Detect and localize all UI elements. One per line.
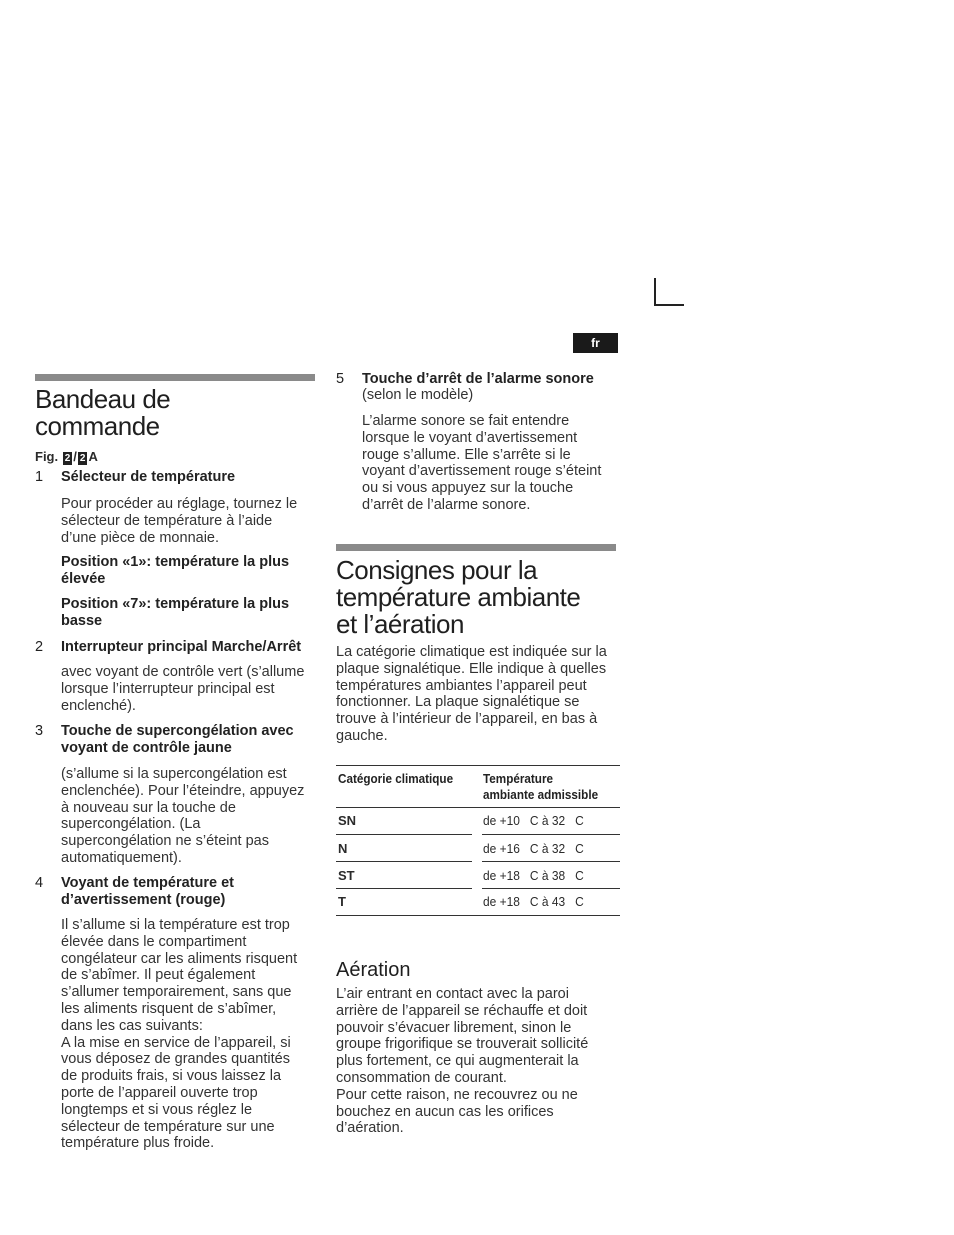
fig-suffix: A <box>88 449 98 464</box>
text-line: vous déposez de grandes quantités <box>61 1051 290 1068</box>
section-title-bandeau <box>35 386 170 440</box>
section-bar-right <box>336 544 616 551</box>
aeration-title: Aération <box>336 959 411 981</box>
text-line: Pour cette raison, ne recouvrez ou ne <box>336 1086 578 1103</box>
text-line: sélecteur de température sur une <box>61 1118 275 1135</box>
text-line: les aliments risquent de s’abîmer, <box>61 1000 277 1017</box>
item-number: 5 <box>336 371 345 387</box>
aeration-text <box>336 986 621 1137</box>
item-number: 3 <box>35 723 44 739</box>
text-line: arrière de l’appareil se réchauffe et doit <box>336 1002 588 1019</box>
text-line: consommation de courant. <box>336 1069 507 1086</box>
title-line-1: Consignes pour la <box>336 555 538 585</box>
text-line: Température <box>483 771 554 786</box>
text-line: Position «1»: température la plus <box>61 554 290 570</box>
table-header-category: Catégorie climatique <box>338 771 454 786</box>
text-line: gauche. <box>336 727 388 744</box>
item-1-description <box>61 496 321 546</box>
table-cell-range: de +18 C à 43 C <box>483 894 584 909</box>
fig-prefix: Fig. <box>35 449 59 464</box>
text-line: supercongélation ne s’éteint pas <box>61 833 269 850</box>
table-row-rule <box>482 834 620 835</box>
position-7-note <box>61 596 321 630</box>
item-label: Touche d’arrêt de l’alarme sonore <box>362 371 594 387</box>
item-label <box>61 723 294 757</box>
text-line: plaque signalétique. Elle indique à quelles <box>336 660 607 677</box>
text-line: dans les cas suivants: <box>61 1017 203 1034</box>
table-cell-category: T <box>338 894 346 909</box>
position-1-note <box>61 554 321 588</box>
text-line: longtemps et si vous réglez le <box>61 1101 253 1118</box>
text-line: La catégorie climatique est indiquée sur la <box>336 644 607 660</box>
list-item-3 <box>35 723 325 759</box>
text-line: plus fortement, ce qui augmenterait la <box>336 1053 579 1070</box>
table-cell-range: de +10 C à 32 C <box>483 813 584 828</box>
table-cell-category: ST <box>338 868 355 883</box>
table-rule-header <box>336 807 620 808</box>
text-line: ou si vous appuyez sur la touche <box>362 480 574 497</box>
text-line: lorsque le voyant d’avertissement <box>362 429 578 446</box>
text-line: sélecteur de température à l’aide <box>61 512 273 529</box>
item-5-subtitle: (selon le modèle) <box>362 387 474 403</box>
text-line: pouvoir s’évacuer librement, sinon le <box>336 1019 572 1036</box>
crop-mark-horizontal <box>654 304 684 306</box>
list-item-2 <box>35 639 325 657</box>
text-line: supercongélation. (La <box>61 816 201 833</box>
table-rule-top <box>336 765 620 766</box>
text-line: Il s’allume si la température est trop <box>61 917 290 933</box>
text-line: rouge s’allume. Elle s’arrête si le <box>362 446 571 463</box>
list-item-1 <box>35 469 325 487</box>
text-line: voyant de contrôle jaune <box>61 740 232 756</box>
text-line: Touche de supercongélation avec <box>61 723 294 739</box>
text-line: enclenché). <box>61 697 136 714</box>
fig-number-box-2: 2 <box>79 453 86 464</box>
table-row-rule <box>336 834 472 835</box>
text-line: porte de l’appareil ouverte trop <box>61 1084 258 1101</box>
text-line: bouchez en aucun cas les orifices <box>336 1103 554 1120</box>
fig-number-box-1: 2 <box>64 453 71 464</box>
text-line: L’alarme sonore se fait entendre <box>362 413 570 429</box>
text-line: Pour procéder au réglage, tournez le <box>61 496 298 512</box>
text-line: d’arrêt de l’alarme sonore. <box>362 496 531 513</box>
table-header-temperature <box>483 771 598 803</box>
section-title-consignes <box>336 557 580 638</box>
item-2-description <box>61 664 323 714</box>
fig-separator: / <box>73 449 77 464</box>
text-line: lorsque l’interrupteur principal est <box>61 680 275 697</box>
table-row-rule <box>336 888 472 889</box>
text-line: température plus froide. <box>61 1135 215 1152</box>
text-line: automatiquement). <box>61 849 182 866</box>
text-line: d’avertissement (rouge) <box>61 892 226 908</box>
item-label: Sélecteur de température <box>61 469 236 485</box>
text-line: A la mise en service de l’appareil, si <box>61 1034 291 1051</box>
text-line: d’une pièce de monnaie. <box>61 529 220 546</box>
table-cell-range: de +16 C à 32 C <box>483 841 584 856</box>
text-line: groupe frigorifique se trouverait sollicité <box>336 1036 589 1053</box>
table-cell-category: N <box>338 841 348 856</box>
text-line: s’allumer temporairement, sans que <box>61 984 292 1001</box>
table-row-rule <box>482 888 620 889</box>
title-line-2: température ambiante <box>336 582 581 612</box>
crop-mark-vertical <box>654 278 656 306</box>
item-3-description <box>61 766 323 867</box>
text-line: Voyant de température et <box>61 875 234 891</box>
table-cell-category: SN <box>338 813 357 828</box>
table-rule-bottom <box>336 915 620 916</box>
climate-table <box>336 765 620 917</box>
title-line-3: et l’aération <box>336 609 464 639</box>
text-line: voyant d’avertissement rouge s’éteint <box>362 463 602 480</box>
table-row-rule <box>336 861 472 862</box>
text-line: fonctionner. La plaque signalétique se <box>336 694 580 711</box>
text-line: trouve à l’intérieur de l’appareil, en bas à <box>336 711 598 728</box>
text-line: congélateur car les aliments risquent <box>61 950 298 967</box>
text-line: enclenchée). Pour l’éteindre, appuyez <box>61 782 305 799</box>
text-line: élevée dans le compartiment <box>61 933 247 950</box>
text-line: avec voyant de contrôle vert (s’allume <box>61 664 305 680</box>
text-line: basse <box>61 612 103 629</box>
list-item-4 <box>35 875 325 911</box>
item-5-description <box>362 413 624 514</box>
title-line-2: commande <box>35 411 160 441</box>
text-line: Position «7»: température la plus <box>61 596 290 612</box>
text-line: à nouveau sur la touche de <box>61 799 236 816</box>
item-4-description <box>61 917 323 1152</box>
table-row-rule <box>482 861 620 862</box>
text-line: de produits frais, si vous laissez la <box>61 1068 282 1085</box>
item-number: 2 <box>35 639 44 655</box>
title-line-1: Bandeau de <box>35 384 171 414</box>
climate-intro <box>336 644 621 745</box>
text-line: de s’abîmer. Il peut également <box>61 967 256 984</box>
figure-reference <box>35 449 98 465</box>
text-line: L’air entrant en contact avec la paroi <box>336 986 569 1002</box>
item-number: 4 <box>35 875 44 891</box>
item-label <box>61 875 234 909</box>
item-label: Interrupteur principal Marche/Arrêt <box>61 639 302 655</box>
table-cell-range: de +18 C à 38 C <box>483 868 584 883</box>
text-line: ambiante admissible <box>483 787 599 802</box>
item-number: 1 <box>35 469 44 485</box>
section-bar-left <box>35 374 315 381</box>
text-line: températures ambiantes l’appareil peut <box>336 677 587 694</box>
text-line: d’aération. <box>336 1120 404 1137</box>
text-line: élevée <box>61 570 106 587</box>
text-line: (s’allume si la supercongélation est <box>61 766 287 782</box>
language-tab: fr <box>573 333 618 353</box>
